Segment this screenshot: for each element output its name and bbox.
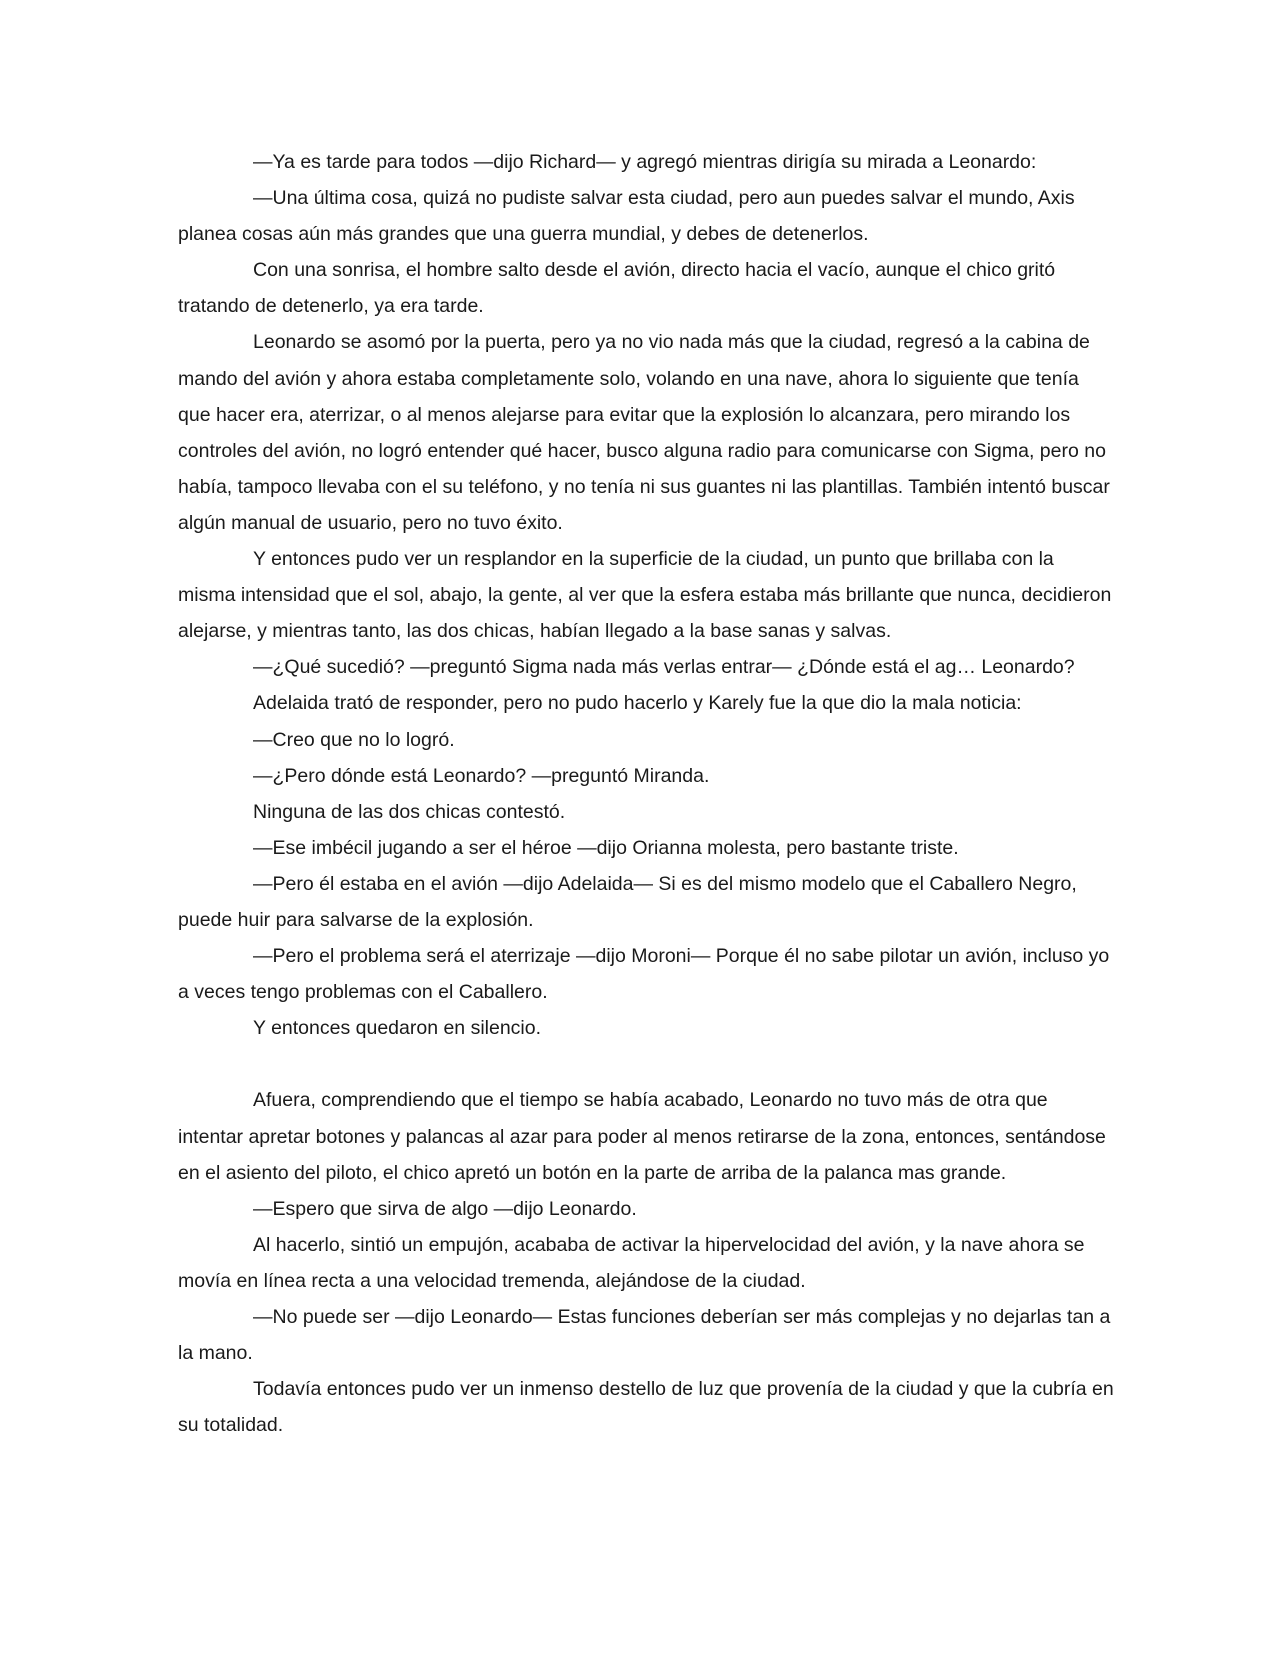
paragraph: Ninguna de las dos chicas contestó. [253,800,566,823]
paragraph: —No puede ser —dijo Leonardo— Estas funciones deberían ser más complejas y no dejarlas tan a la mano. [178,1306,1111,1365]
paragraph: —Una última cosa, quizá no pudiste salvar esta ciudad, pero aun puedes salvar el mundo, Axis planea cosas aún más grandes que una guerra mundial, y debes de detenerlos. [178,187,1075,246]
paragraph: —¿Qué sucedió? —preguntó Sigma nada más verlas entrar— ¿Dónde está el ag… Leonardo? [253,656,1075,679]
paragraph: —Creo que no lo logró. [253,728,455,751]
paragraph: —Pero él estaba en el avión —dijo Adelaida— Si es del mismo modelo que el Caballero Negro, puede huir para salvarse de la explosión. [178,872,1077,931]
paragraph: Leonardo se asomó por la puerta, pero ya no vio nada más que la ciudad, regresó a la cabina de mando del avión y ahora estaba completamente solo, volando en una nave, ahora lo siguiente que tenía que hacer era, aterrizar, o al menos alejarse para evitar que la explosión lo alcanzara, pero mirando los controles del avión, no logró entender qué hacer, busco alguna radio para comunicarse con Sigma, pero no había, tampoco llevaba con el su teléfono, y no tenía ni sus guantes ni las plantillas. También intentó buscar algún manual de usuario, pero no tuvo éxito. [178,331,1110,534]
paragraph: Y entonces quedaron en silencio. [253,1017,542,1040]
paragraph: Y entonces pudo ver un resplandor en la superficie de la ciudad, un punto que brillaba con la misma intensidad que el sol, abajo, la gente, al ver que la esfera estaba más brillante que nunca, decidieron alejarse, y mientras tanto, las dos chicas, habían llegado a la base sanas y salvas. [178,548,1112,643]
paragraph: —Ya es tarde para todos —dijo Richard— y agregó mientras dirigía su mirada a Leonardo: [253,151,1037,173]
paragraph: Todavía entonces pudo ver un inmenso destello de luz que provenía de la ciudad y que la cubría en su totalidad. [178,1378,1114,1437]
section-break [178,1046,1116,1082]
paragraph: Afuera, comprendiendo que el tiempo se había acabado, Leonardo no tuvo más de otra que intentar apretar botones y palancas al azar para poder al menos retirarse de la zona, entonces, sentándose en el asiento del piloto, el chico apretó un botón en la parte de arriba de la palanca mas grande. [178,1089,1106,1184]
document-body [178,144,1116,1443]
paragraph: —Ese imbécil jugando a ser el héroe —dijo Orianna molesta, pero bastante triste. [253,836,959,859]
paragraph: Al hacerlo, sintió un empujón, acababa de activar la hipervelocidad del avión, y la nave ahora se movía en línea recta a una velocidad tremenda, alejándose de la ciudad. [178,1233,1085,1292]
paragraph: —Espero que sirva de algo —dijo Leonardo. [253,1197,637,1220]
paragraph: —Pero el problema será el aterrizaje —dijo Moroni— Porque él no sabe pilotar un avión, incluso yo a veces tengo problemas con el Caballero. [178,945,1110,1004]
paragraph: —¿Pero dónde está Leonardo? —preguntó Miranda. [253,764,710,787]
paragraph: Con una sonrisa, el hombre salto desde el avión, directo hacia el vacío, aunque el chico gritó tratando de detenerlo, ya era tarde. [178,259,1056,318]
paragraph: Adelaida trató de responder, pero no pudo hacerlo y Karely fue la que dio la mala noticia: [253,692,1022,715]
